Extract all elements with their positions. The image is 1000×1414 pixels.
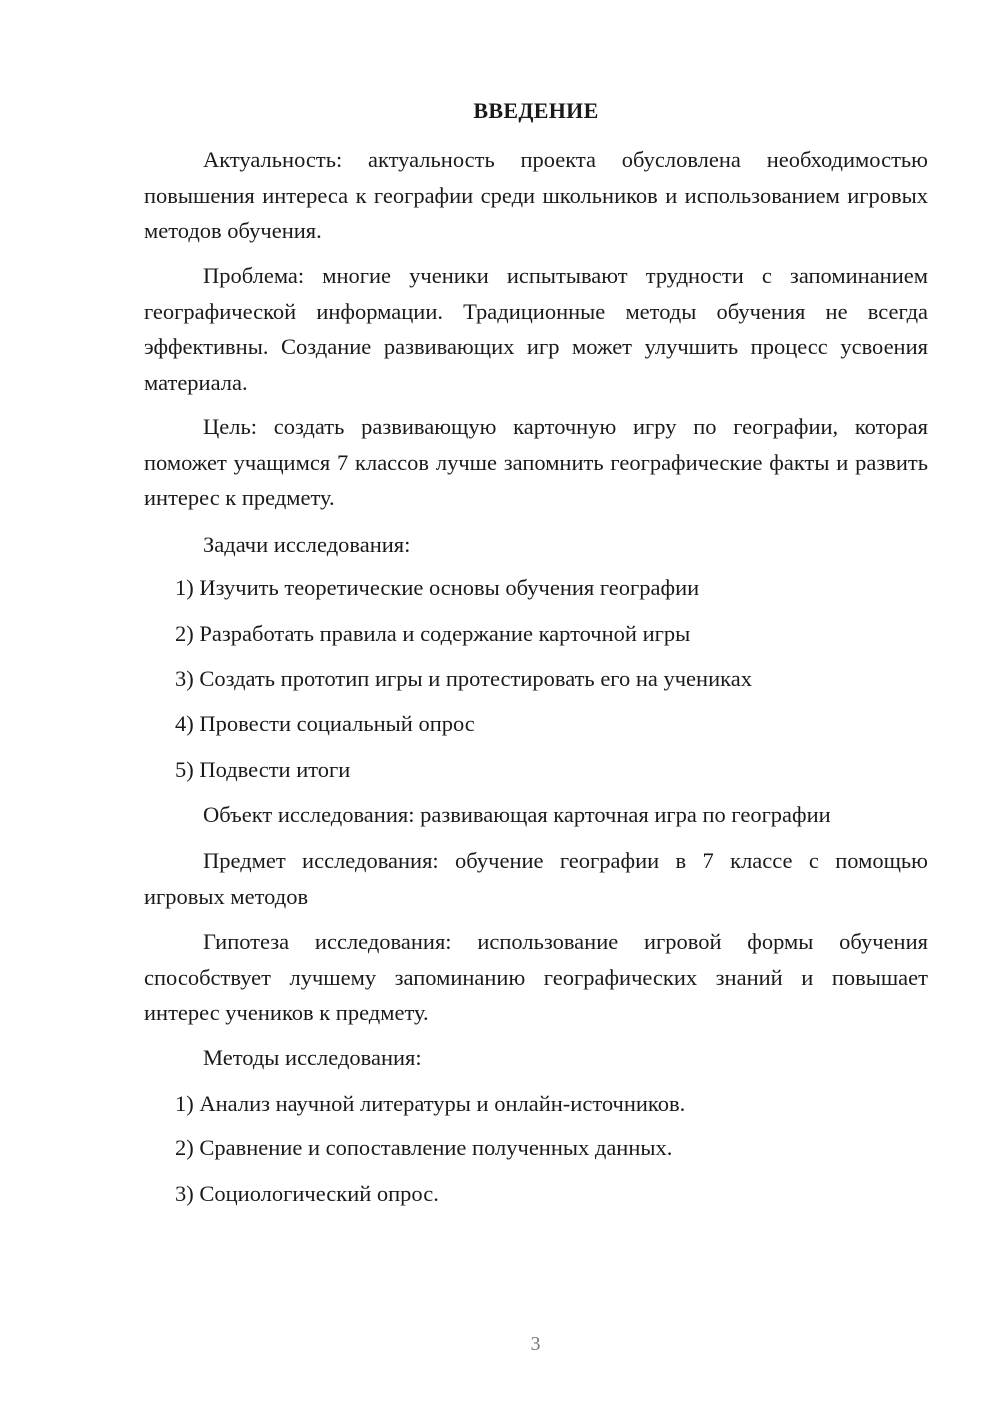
method-item-2: 2) Сравнение и сопоставление полученных данных. bbox=[175, 1135, 673, 1160]
methods-heading: Методы исследования: bbox=[203, 1045, 422, 1070]
task-item-2: 2) Разработать правила и содержание карточной игры bbox=[175, 621, 691, 646]
task-item-4: 4) Провести социальный опрос bbox=[175, 711, 475, 736]
goal-paragraph: Цель: создать развивающую карточную игру по географии, которая поможет учащимся 7 классов лучше запомнить географические факты и развить интерес к предмету. bbox=[144, 414, 928, 510]
hypothesis-paragraph: Гипотеза исследования: использование игровой формы обучения способствует лучшему запоминанию географических знаний и повышает интерес учеников к предмету. bbox=[144, 929, 928, 1025]
page-number: 3 bbox=[530, 1333, 541, 1355]
task-item-5: 5) Подвести итоги bbox=[175, 757, 351, 782]
subject-paragraph: Предмет исследования: обучение географии в 7 классе с помощью игровых методов bbox=[144, 848, 928, 909]
relevance-paragraph: Актуальность: актуальность проекта обусловлена необходимостью повышения интереса к географии среди школьников и использованием игровых методов обучения. bbox=[144, 147, 928, 243]
problem-paragraph: Проблема: многие ученики испытывают трудности с запоминанием географической информации. Традиционные методы обучения не всегда эффективны. Создание развивающих игр может улучшить процесс усвоения материала. bbox=[144, 263, 928, 395]
task-item-3: 3) Создать прототип игры и протестировать его на учениках bbox=[175, 666, 752, 691]
object-paragraph: Объект исследования: развивающая карточная игра по географии bbox=[203, 802, 831, 827]
page-title: ВВЕДЕНИЕ bbox=[473, 98, 599, 123]
method-item-1: 1) Анализ научной литературы и онлайн-источников. bbox=[175, 1091, 686, 1116]
method-item-3: 3) Социологический опрос. bbox=[175, 1181, 439, 1206]
tasks-heading: Задачи исследования: bbox=[203, 532, 411, 557]
task-item-1: 1) Изучить теоретические основы обучения географии bbox=[175, 575, 700, 600]
